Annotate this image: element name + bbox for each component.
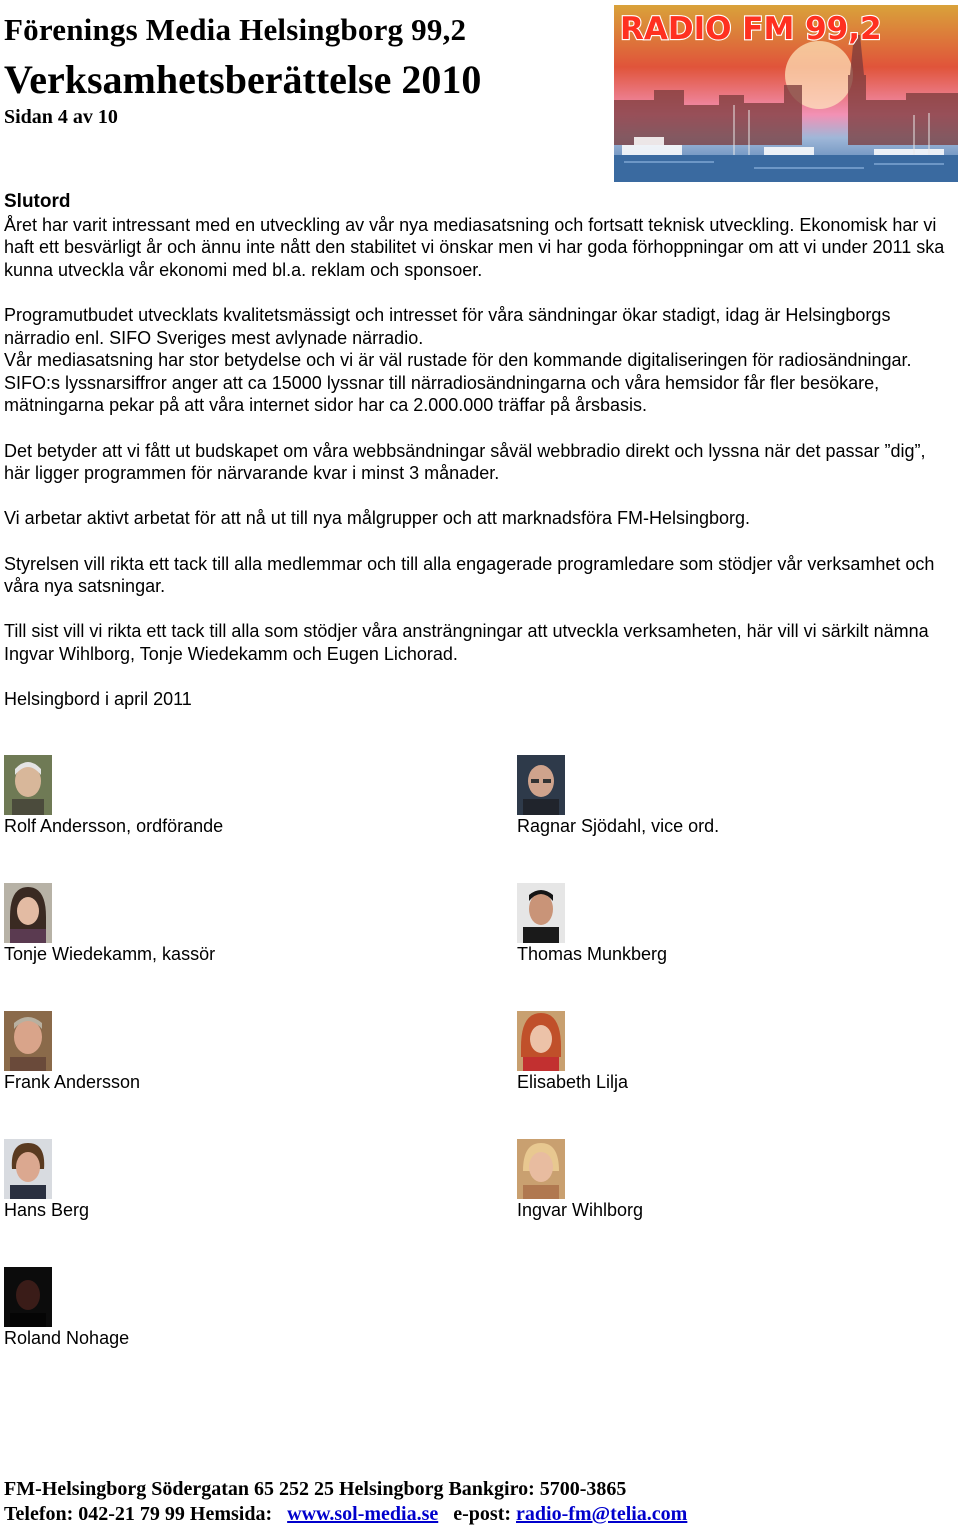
- portrait-photo: [517, 883, 565, 943]
- board-member: [517, 883, 917, 964]
- website-link[interactable]: www.sol-media.se: [287, 1503, 439, 1525]
- portrait-photo: [4, 755, 52, 815]
- footer-address: FM-Helsingborg Södergatan 65 252 25 Helsingborg Bankgiro: 5700-3865: [4, 1478, 627, 1500]
- member-name: Hans Berg: [4, 1200, 90, 1220]
- portrait-photo: [4, 1139, 52, 1199]
- page-indicator: Sidan 4 av 10: [4, 106, 118, 128]
- footer-phone: Telefon: 042-21 79 99 Hemsida:: [4, 1503, 273, 1525]
- radio-fm-logo: [614, 5, 958, 182]
- footer-email-label: e-post:: [453, 1503, 512, 1525]
- board-member: [4, 755, 404, 836]
- board-member: [4, 1011, 404, 1092]
- member-name: Frank Andersson: [4, 1072, 141, 1092]
- paragraph: Det betyder att vi fått ut budskapet om våra webbsändningar såväl webbradio direkt och lyssna när det passar ”dig”, här ligger programmen för närvarande kvar i minst 3 månader.: [4, 440, 926, 484]
- board-member: [517, 1139, 917, 1220]
- member-name: Thomas Munkberg: [517, 944, 668, 964]
- portrait-photo: [517, 1139, 565, 1199]
- portrait-photo: [517, 1011, 565, 1071]
- paragraph: Året har varit intressant med en utveckling av vår nya mediasatsning och fortsatt teknisk utveckling. Ekonomisk har vi haft ett besvärligt år och ännu inte nått den stabilitet vi önskar men vi har goda förhoppningar om att vi under 2011 ska kunna utveckla vår ekonomi med bl.a. reklam och sponsoer.: [4, 214, 945, 280]
- member-name: Ingvar Wihlborg: [517, 1200, 644, 1220]
- closing-remarks-section: [4, 191, 956, 733]
- paragraph: Till sist vill vi rikta ett tack till alla som stödjer våra ansträngningar att utveckla verksamheten, här vill vi särkilt nämna Ingvar Wihlborg, Tonje Wiedekamm och Eugen Lichorad.: [4, 621, 929, 664]
- board-member: [4, 1139, 404, 1220]
- portrait-photo: [4, 883, 52, 943]
- member-name: Roland Nohage: [4, 1328, 130, 1348]
- email-link[interactable]: radio-fm@telia.com: [516, 1503, 688, 1525]
- footer: [4, 1477, 687, 1527]
- portrait-photo: [4, 1267, 52, 1327]
- member-name: Tonje Wiedekamm, kassör: [4, 944, 216, 964]
- paragraph: Vår mediasatsning har stor betydelse och vi är väl rustade för den kommande digitaliseringen för radiosändningar. SIFO:s lyssnarsiffror anger att ca 15000 lyssnar till närradiosändningarna och våra hemsidor får fler besökare, mätningarna pekar på att våra internet sidor har ca 2.000.000 träffar på årsbasis.: [4, 350, 912, 416]
- paragraph: Programutbudet utvecklats kvalitetsmässigt och intresset för våra sändningar ökar stadigt, idag är Helsingborgs närradio enl. SIFO Sveriges mest avlynade närradio.: [4, 304, 891, 348]
- footer-contact: [4, 1502, 687, 1527]
- member-name: Ragnar Sjödahl, vice ord.: [517, 816, 720, 836]
- board-member: [4, 1267, 404, 1348]
- portrait-photo: [4, 1011, 52, 1071]
- paragraph: Styrelsen vill rikta ett tack till alla medlemmar och till alla engagerade programledare som stödjer vår verksamhet och våra nya satsningar.: [4, 553, 935, 597]
- member-name: Rolf Andersson, ordförande: [4, 816, 224, 836]
- signature-place-date: Helsingbord i april 2011: [4, 689, 192, 710]
- board-member: [517, 1011, 917, 1092]
- board-member: [517, 755, 917, 836]
- member-name: Elisabeth Lilja: [517, 1072, 629, 1092]
- document-title: Verksamhetsberättelse 2010: [4, 57, 482, 102]
- portrait-photo: [517, 755, 565, 815]
- logo-text: RADIO FM 99,2: [620, 11, 882, 47]
- paragraph: Vi arbetar aktivt arbetat för att nå ut till nya målgrupper och att marknadsföra FM-Helsingborg.: [4, 508, 751, 529]
- section-heading: Slutord: [4, 191, 71, 212]
- organization-name: Förenings Media Helsingborg 99,2: [4, 12, 467, 47]
- board-member: [4, 883, 404, 964]
